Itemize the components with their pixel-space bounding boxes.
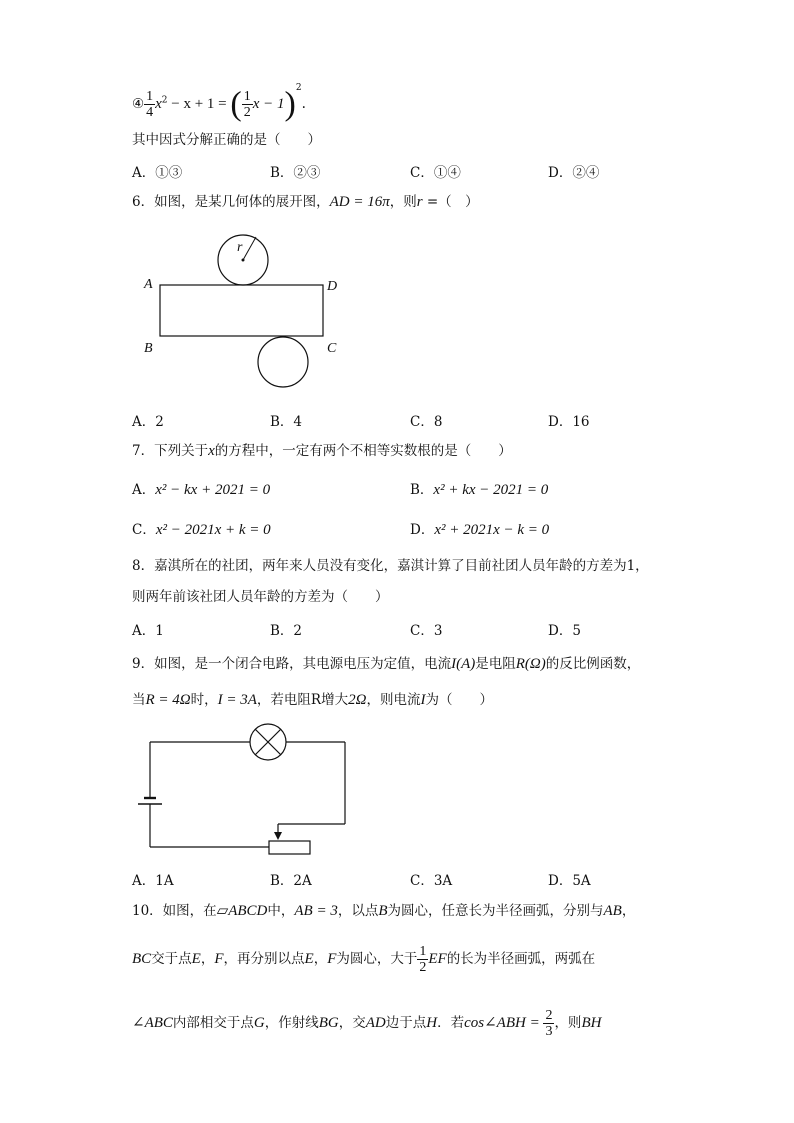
q5-item-4: ④ $\frac{1}{4}$ $x^2 - x + 1$ = ( $\frac{1}{2}$ x − 1)$^2$. [132,83,306,123]
q9-option-c[interactable]: C．3A [410,873,453,889]
q8-option-a[interactable]: A．1 [132,623,164,639]
q8-option-c[interactable]: C．3 [410,623,443,639]
label-c: C [327,341,337,356]
q7-option-d[interactable]: D．x² + 2021x − k = 0 [410,522,550,538]
fraction-two-thirds: $\frac{2}{3}$ [545,1008,553,1039]
q6-stem: 6．如图，是某几何体的展开图，AD = 16π，则r =（ ） [132,194,479,210]
q5-option-d[interactable]: D．②④ [548,165,600,181]
q6-figure-net [140,228,350,393]
q9-option-b[interactable]: B．2A [270,873,312,889]
q8-stem-line1: 8．嘉淇所在的社团，两年来人员没有变化，嘉淇计算了目前社团人员年龄的方差为1， [132,558,649,574]
label-a: A [144,277,153,292]
q10-stem-line2: BC交于点E，F，再分别以点E，F为圆心，大于 $\frac{1}{2}$ EF的长为半径画弧，两弧在 [132,944,596,975]
q7-option-c[interactable]: C．x² − 2021x + k = 0 [132,522,271,538]
rectangle-abcd [160,285,323,336]
slider-arrow-icon [274,832,282,840]
q6-option-a[interactable]: A．2 [132,414,164,430]
q7-option-a[interactable]: A．x² − kx + 2021 = 0 [132,482,271,498]
q5-option-b[interactable]: B．②③ [270,165,321,181]
q9-stem-line2: 当R = 4Ω时，I = 3A，若电阻R增大2Ω，则电流I为（ ） [132,692,493,708]
radius-line [243,237,256,260]
q6-option-d[interactable]: D．16 [548,414,590,430]
bottom-circle [258,337,308,387]
q6-option-b[interactable]: B．4 [270,414,303,430]
label-r: r [237,240,243,255]
q9-circuit-figure [130,722,360,862]
q9-option-a[interactable]: A．1A [132,873,174,889]
label-d: D [327,279,338,294]
q8-option-d[interactable]: D．5 [548,623,581,639]
q5-stem: 其中因式分解正确的是（ ） [132,132,321,148]
label-b: B [144,341,153,356]
q7-stem: 7．下列关于x的方程中，一定有两个不相等实数根的是（ ） [132,443,512,459]
q10-stem-line3: ∠ABC内部相交于点G，作射线BG，交AD边于点H．若cos∠ABH = $\frac{2}{3}$ ，则BH [132,1008,602,1039]
q9-option-d[interactable]: D．5A [548,873,591,889]
q6-option-c[interactable]: C．8 [410,414,443,430]
resistor-icon [269,841,310,854]
fraction-one-half: $\frac{1}{2}$ [243,89,251,120]
q8-option-b[interactable]: B．2 [270,623,303,639]
fraction-one-quarter: $\frac{1}{4}$ [146,89,154,120]
q9-stem-line1: 9．如图，是一个闭合电路，其电源电压为定值，电流I(A)是电阻R(Ω)的反比例函数， [132,656,641,672]
q5-option-c[interactable]: C．①④ [410,165,461,181]
q8-stem-line2: 则两年前该社团人员年龄的方差为（ ） [132,589,389,605]
fraction-one-half: $\frac{1}{2}$ [419,944,427,975]
q5-option-a[interactable]: A．①③ [132,165,183,181]
q7-option-b[interactable]: B．x² + kx − 2021 = 0 [410,482,549,498]
q10-stem-line1: 10．如图，在▱ABCD中，AB = 3，以点B为圆心，任意长为半径画弧，分别与AB， [132,903,636,919]
